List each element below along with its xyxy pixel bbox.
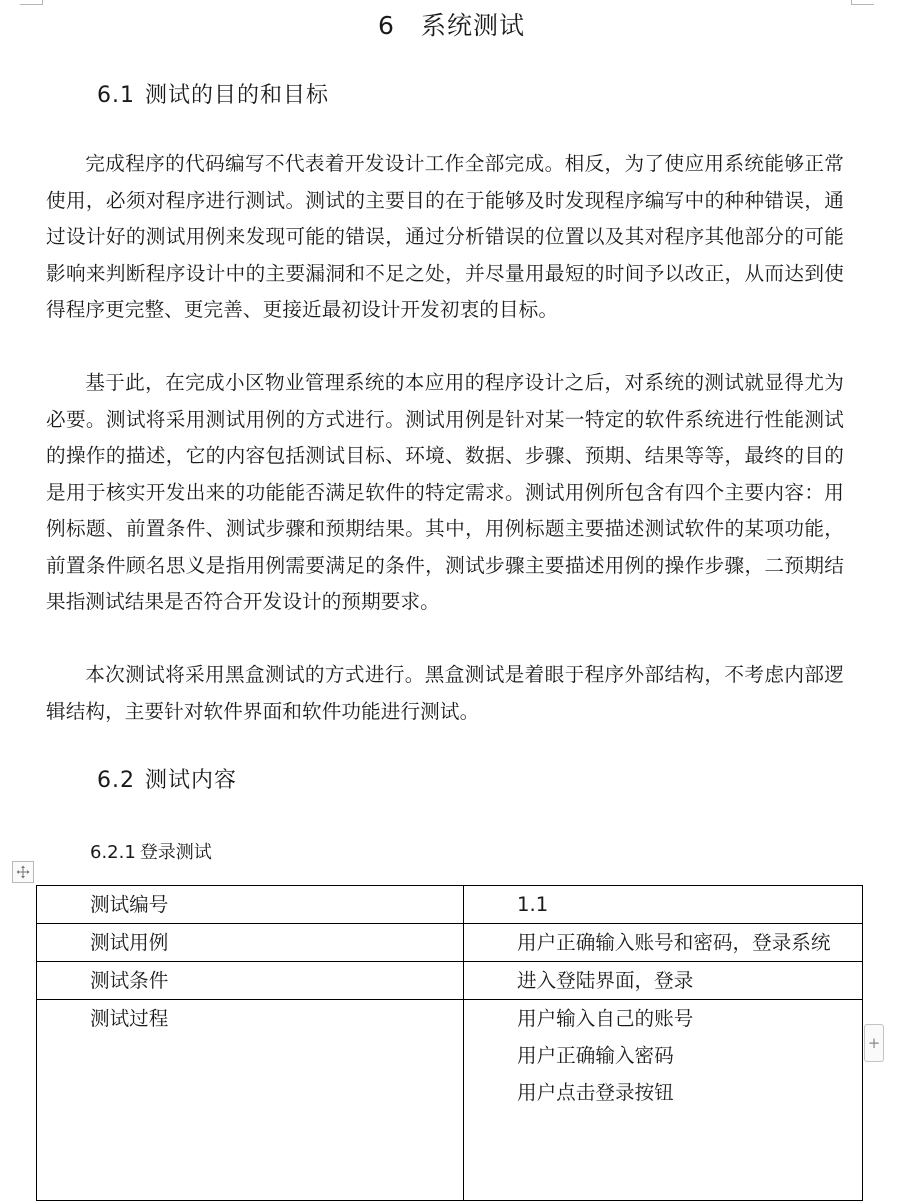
- table-row: [37, 886, 863, 924]
- section-title: 测试的目的和目标: [145, 83, 330, 108]
- table-cell-label: 测试条件: [37, 962, 464, 1000]
- section-number: 6.2: [97, 768, 135, 793]
- subsection-title: 登录测试: [139, 842, 212, 863]
- paragraph-test-cases: 基于此，在完成小区物业管理系统的本应用的程序设计之后，对系统的测试就显得尤为必要。测试将采用测试用例的方式进行。测试用例是针对某一特定的软件系统进行性能测试的操作的描述，它的内容包括测试目标、环境、数据、步骤、预期、结果等等，最终的目的是用于核实开发出来的功能能否满足软件的特定需求。测试用例所包含有四个主要内容：用例标题、前置条件、测试步骤和预期结果。其中，用例标题主要描述测试软件的某项功能，前置条件顾名思义是指用例需要满足的条件，测试步骤主要描述用例的操作步骤，二预期结果指测试结果是否符合开发设计的预期要求。: [46, 371, 844, 613]
- table-cell-value: 进入登陆界面，登录: [464, 962, 863, 1000]
- chapter-title: [0, 6, 903, 46]
- page-corner-mark-right: [851, 0, 874, 5]
- table-row-process: [37, 1000, 863, 1201]
- paragraph-purpose: 完成程序的代码编写不代表着开发设计工作全部完成。相反，为了使应用系统能够正常使用，必须对程序进行测试。测试的主要目的在于能够及时发现程序编写中的种种错误，通过设计好的测试用例来发现可能的错误，通过分析错误的位置以及其对程序其他部分的可能影响来判断程序设计中的主要漏洞和不足之处，并尽量用最短的时间予以改正，从而达到使得程序更完整、更完善、更接近最初设计开发初衷的目标。: [46, 152, 844, 321]
- section-heading-6-1: [97, 79, 329, 113]
- process-step: 用户正确输入密码: [517, 1044, 674, 1067]
- subsection-heading-6-2-1: [90, 838, 212, 868]
- login-test-table: [36, 885, 863, 1201]
- table-row: [37, 962, 863, 1000]
- paragraph-black-box: 本次测试将采用黑盒测试的方式进行。黑盒测试是着眼于程序外部结构，不考虑内部逻辑结构，主要针对软件界面和软件功能进行测试。: [46, 663, 844, 723]
- plus-icon[interactable]: +: [864, 1024, 884, 1062]
- section-number: 6.1: [97, 83, 135, 108]
- table-row: [37, 924, 863, 962]
- chapter-title-text: 系统测试: [420, 11, 525, 40]
- table-cell-steps: [464, 1000, 863, 1201]
- table-cell-value: 用户正确输入账号和密码，登录系统: [464, 924, 863, 962]
- subsection-number: 6.2.1: [90, 842, 136, 863]
- section-title: 测试内容: [145, 768, 238, 793]
- move-arrows-icon: [16, 865, 30, 879]
- chapter-number: 6: [378, 11, 395, 40]
- move-icon[interactable]: [12, 861, 34, 883]
- table-cell-label: 测试编号: [37, 886, 464, 924]
- table-cell-label: 测试用例: [37, 924, 464, 962]
- section-heading-6-2: [97, 764, 237, 798]
- page-corner-mark-left: [20, 0, 43, 5]
- process-step: 用户输入自己的账号: [517, 1007, 694, 1030]
- process-step: 用户点击登录按钮: [517, 1081, 674, 1104]
- table-cell-label: 测试过程: [37, 1000, 464, 1201]
- table-cell-value: 1.1: [464, 886, 863, 924]
